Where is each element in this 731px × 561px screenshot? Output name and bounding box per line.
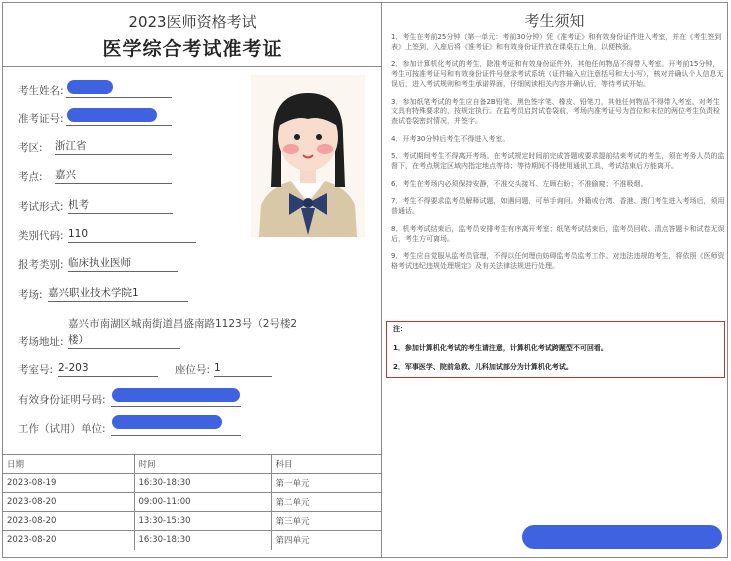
notice-item: 4．开考30分钟后考生不得进入考室。 bbox=[391, 134, 510, 143]
portrait-illustration bbox=[251, 75, 365, 237]
work-unit-redaction bbox=[112, 415, 222, 429]
row-date: 2023-08-19 bbox=[3, 474, 134, 493]
venue-label: 考场: bbox=[18, 289, 43, 301]
address-label: 考场地址: bbox=[18, 336, 64, 348]
name-label: 考生姓名: bbox=[18, 85, 64, 97]
category-code-value: 110 bbox=[68, 227, 196, 243]
notice-item: 6．考生在考场内必须保持安静，不准交头接耳、左顾右盼；不准偷窥；不准吸烟。 bbox=[391, 179, 648, 188]
row-subject: 第一单元 bbox=[271, 474, 381, 493]
seat-value: 1 bbox=[214, 361, 272, 377]
ticket-number-redaction bbox=[67, 108, 157, 122]
schedule-row bbox=[3, 493, 381, 512]
exam-schedule-table bbox=[3, 454, 381, 550]
exam-year-title: 2023医师资格考试 bbox=[128, 13, 257, 31]
signature-redaction bbox=[522, 525, 722, 549]
note-item: 2．军事医学、院前急救、儿科加试部分为计算机化考试。 bbox=[393, 363, 573, 371]
venue-value: 嘉兴职业技术学院1 bbox=[48, 286, 188, 302]
region-value: 浙江省 bbox=[55, 139, 172, 155]
category-code-label: 类别代码: bbox=[18, 230, 64, 242]
row-subject: 第二单元 bbox=[271, 493, 381, 512]
notice-list bbox=[391, 33, 725, 280]
id-number-label: 有效身份证明号码: bbox=[18, 394, 106, 406]
exam-form-value: 机考 bbox=[68, 198, 173, 214]
notice-item: 2．参加计算机化考试的考生，除准考证和有效身份证件外，其他任何物品不得带入考室。开考前15分钟，考生可按准考证号和有效身份证件号登录考试系统（证件输入应注意括号和大小写），核对并确认个人信息无误后，进入考试规则和考生承诺界面，仔细阅读相关内容并确认后，等待考试开始。 bbox=[391, 60, 724, 88]
schedule-header-row bbox=[3, 455, 381, 474]
candidate-photo bbox=[251, 75, 365, 237]
notice-item: 9．考生应自觉服从监考员管理，不得以任何理由妨碍监考员监考工作。对违法违规的考生，将依照《医师资格考试违纪违规处理规定》及有关法律法规进行处理。 bbox=[391, 252, 725, 270]
work-unit-label: 工作（试用）单位: bbox=[18, 423, 106, 435]
note-title: 注： bbox=[393, 325, 407, 333]
notice-item: 8．机考考试结束后，监考员安排考生有序离开考室；纸笔考试结束后，监考员回收、清点答题卡和试卷无误后，考生方可离场。 bbox=[391, 224, 725, 243]
header-divider bbox=[3, 66, 381, 67]
row-subject: 第四单元 bbox=[271, 531, 381, 550]
header-date: 日期 bbox=[3, 455, 134, 474]
header-time: 时间 bbox=[134, 455, 271, 474]
id-number-redaction bbox=[112, 388, 240, 402]
header-subject: 科目 bbox=[271, 455, 381, 474]
ticket-title: 医学综合考试准考证 bbox=[102, 38, 283, 60]
row-date: 2023-08-20 bbox=[3, 493, 134, 512]
region-label: 考区: bbox=[18, 142, 43, 154]
room-value: 2-203 bbox=[58, 361, 158, 377]
exam-form-label: 考试形式: bbox=[18, 201, 64, 213]
row-subject: 第三单元 bbox=[271, 512, 381, 531]
notice-item: 3．参加纸笔考试的考生应自备2B铅笔、黑色签字笔、橡皮、铅笔刀，其他任何物品不得带入考室。对考生文具有特殊要求的，按规定执行。在监考员启封试卷袋前，考场内准考证号为首位和末位的两位考生负责检查试卷袋密封情况，并签字。 bbox=[391, 97, 720, 125]
schedule-row bbox=[3, 474, 381, 493]
note-box bbox=[386, 321, 725, 378]
site-value: 嘉兴 bbox=[55, 168, 172, 184]
seat-label: 座位号: bbox=[175, 364, 211, 376]
notice-item: 5．考试期间考生不得离开考场。在考试规定时间前完成答题或要求提前结束考试的考生，须在考务人员的监督下，在考点规定区域内指定地点等待；等待期间不得使用通讯工具，考试结束后方能离开。 bbox=[391, 152, 725, 171]
notice-title: 考生须知 bbox=[524, 12, 585, 30]
candidate-panel bbox=[3, 3, 382, 557]
notice-panel bbox=[382, 3, 727, 557]
apply-category-label: 报考类别: bbox=[18, 259, 64, 271]
address-line-1: 嘉兴市南湖区城南街道昌盛南路1123号（2号楼2 bbox=[68, 318, 298, 330]
notice-item: 7．考生不得要求监考员解释试题，如遇问题，可举手询问。外籍或台湾、香港、澳门考生进入考场后，须用普通话。 bbox=[391, 197, 725, 216]
row-time: 09:00-11:00 bbox=[134, 493, 271, 512]
name-redaction bbox=[67, 80, 113, 94]
site-label: 考点: bbox=[18, 171, 43, 183]
admission-ticket bbox=[2, 2, 728, 558]
address-line-2: 楼） bbox=[68, 333, 180, 349]
note-item: 1．参加计算机化考试的考生请注意，计算机化考试跨题型不可回看。 bbox=[393, 344, 608, 352]
row-date: 2023-08-20 bbox=[3, 512, 134, 531]
apply-category-value: 临床执业医师 bbox=[68, 256, 178, 272]
row-time: 13:30-15:30 bbox=[134, 512, 271, 531]
row-time: 16:30-18:30 bbox=[134, 531, 271, 550]
notice-item: 1．考生在考前25分钟（第一单元：考前30分钟）凭《准考证》和有效身份证件进入考室，并在《考生签到表》上签到，入座后将《准考证》和有效身份证件放在课桌右上角，以便核验。 bbox=[391, 33, 722, 51]
row-time: 16:30-18:30 bbox=[134, 474, 271, 493]
ticket-number-label: 准考证号: bbox=[18, 113, 64, 125]
room-label: 考室号: bbox=[18, 364, 54, 376]
row-date: 2023-08-20 bbox=[3, 531, 134, 550]
schedule-row bbox=[3, 531, 381, 550]
schedule-row bbox=[3, 512, 381, 531]
